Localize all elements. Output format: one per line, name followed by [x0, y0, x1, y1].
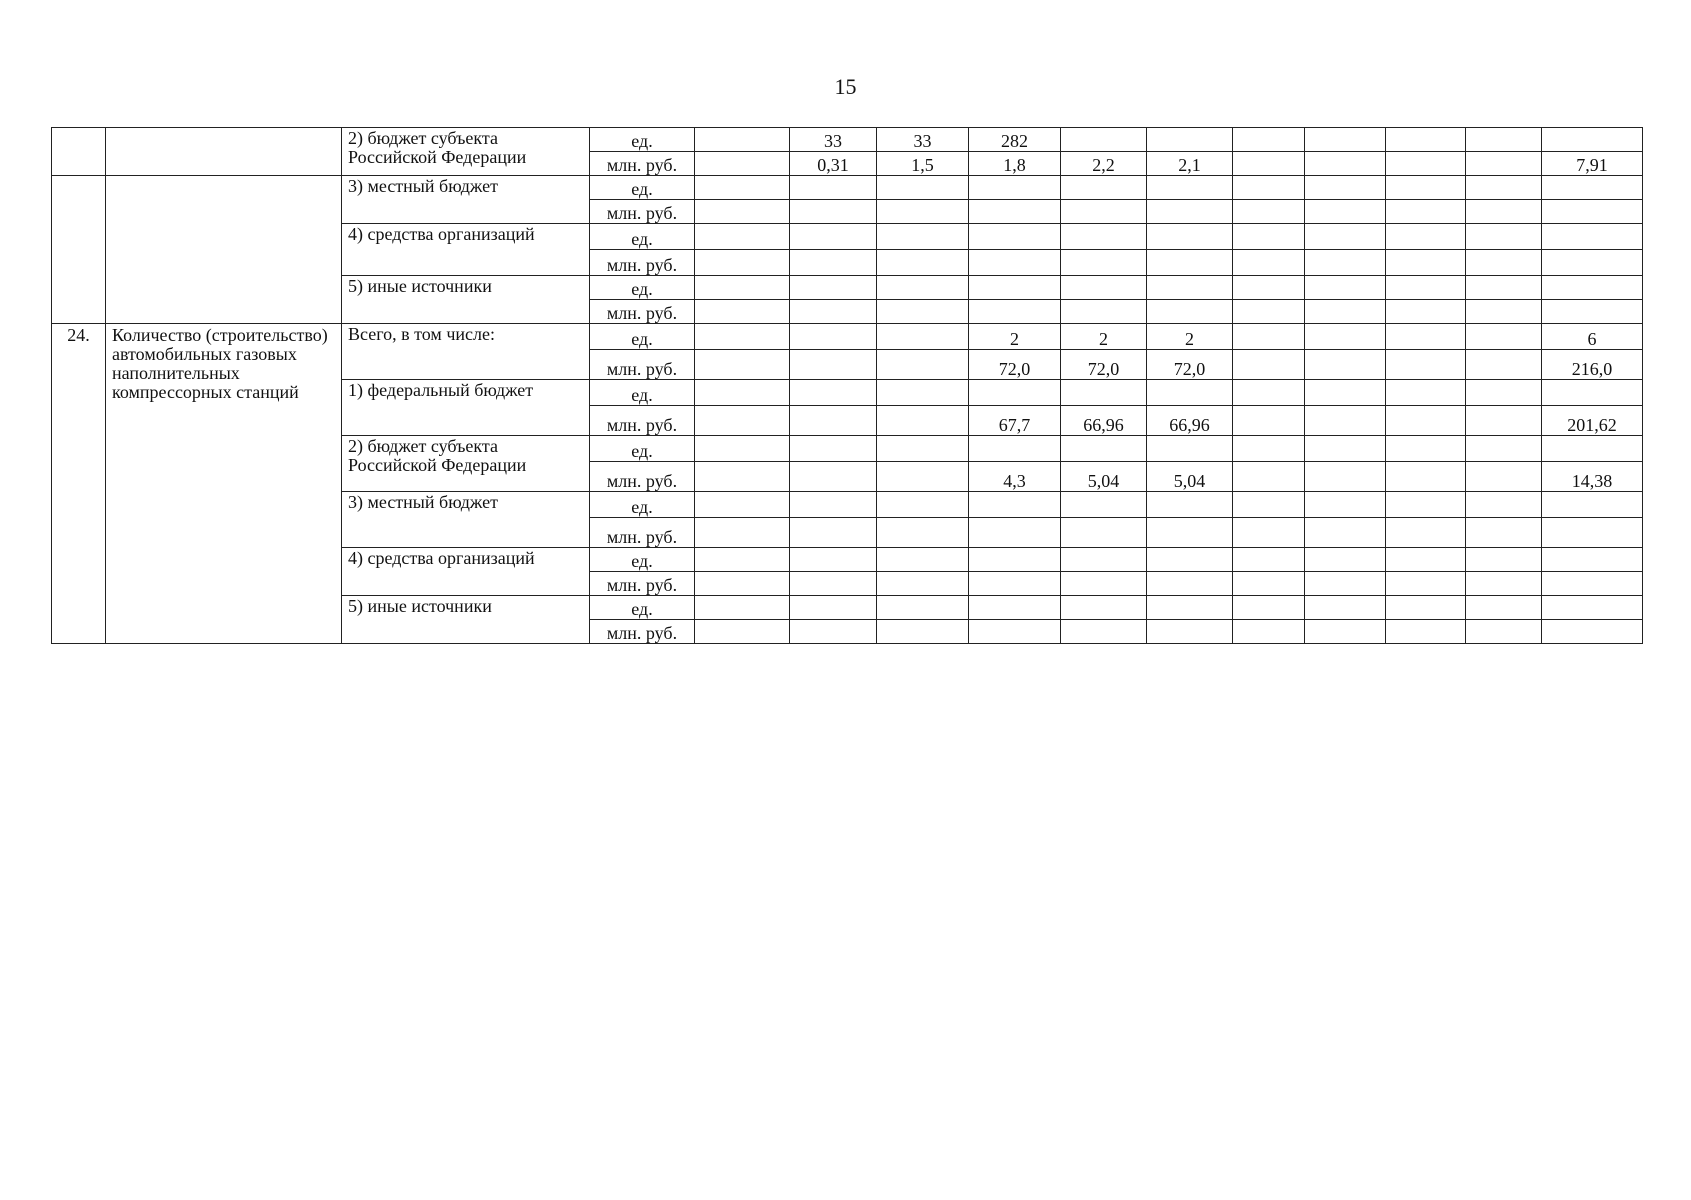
value-cell	[877, 250, 969, 276]
value-cell	[1147, 572, 1233, 596]
value-cell	[1542, 176, 1643, 200]
value-cell	[695, 350, 790, 380]
funding-source: Всего, в том числе:	[342, 324, 590, 380]
value-cell	[1305, 152, 1386, 176]
value-cell	[1466, 380, 1542, 406]
value-cell	[1542, 596, 1643, 620]
value-cell	[1542, 200, 1643, 224]
value-cell	[790, 300, 877, 324]
value-cell	[1386, 548, 1466, 572]
value-cell: 2,1	[1147, 152, 1233, 176]
value-cell	[1466, 596, 1542, 620]
value-cell	[1386, 572, 1466, 596]
value-cell	[1233, 128, 1305, 152]
value-cell	[790, 380, 877, 406]
value-cell	[1466, 462, 1542, 492]
value-cell	[1386, 596, 1466, 620]
funding-source: 2) бюджет субъекта Российской Федерации	[342, 128, 590, 176]
value-cell	[877, 276, 969, 300]
value-cell	[1305, 276, 1386, 300]
value-cell	[877, 380, 969, 406]
value-cell	[1305, 224, 1386, 250]
value-cell: 6	[1542, 324, 1643, 350]
value-cell	[969, 492, 1061, 518]
value-cell	[1386, 176, 1466, 200]
value-cell: 201,62	[1542, 406, 1643, 436]
value-cell: 72,0	[969, 350, 1061, 380]
unit-cell: млн. руб.	[590, 620, 695, 644]
value-cell	[1466, 436, 1542, 462]
value-cell	[695, 128, 790, 152]
value-cell	[1147, 250, 1233, 276]
value-cell	[1542, 548, 1643, 572]
funding-source: 3) местный бюджет	[342, 492, 590, 548]
value-cell	[969, 620, 1061, 644]
value-cell	[1466, 176, 1542, 200]
value-cell	[1147, 176, 1233, 200]
budget-table	[51, 127, 1643, 644]
value-cell	[695, 406, 790, 436]
value-cell	[1386, 620, 1466, 644]
value-cell	[1061, 300, 1147, 324]
value-cell	[1061, 436, 1147, 462]
value-cell	[1233, 176, 1305, 200]
value-cell	[695, 518, 790, 548]
value-cell	[1233, 518, 1305, 548]
value-cell: 72,0	[1147, 350, 1233, 380]
value-cell	[1305, 462, 1386, 492]
value-cell	[1233, 492, 1305, 518]
value-cell	[790, 276, 877, 300]
value-cell	[1542, 380, 1643, 406]
value-cell	[1386, 436, 1466, 462]
row-index: 24.	[52, 324, 106, 644]
value-cell	[1386, 350, 1466, 380]
value-cell	[877, 350, 969, 380]
value-cell	[790, 176, 877, 200]
value-cell	[1466, 492, 1542, 518]
value-cell	[969, 548, 1061, 572]
value-cell	[790, 620, 877, 644]
value-cell	[1147, 548, 1233, 572]
value-cell	[1305, 406, 1386, 436]
unit-cell: ед.	[590, 128, 695, 152]
value-cell: 7,91	[1542, 152, 1643, 176]
value-cell	[969, 572, 1061, 596]
value-cell	[1305, 350, 1386, 380]
value-cell	[1386, 152, 1466, 176]
value-cell	[1466, 224, 1542, 250]
unit-cell: ед.	[590, 224, 695, 250]
value-cell	[1147, 436, 1233, 462]
value-cell	[1386, 380, 1466, 406]
value-cell: 5,04	[1147, 462, 1233, 492]
value-cell	[1233, 596, 1305, 620]
value-cell	[1542, 224, 1643, 250]
value-cell	[1305, 620, 1386, 644]
value-cell: 5,04	[1061, 462, 1147, 492]
value-cell	[790, 492, 877, 518]
value-cell	[790, 406, 877, 436]
value-cell	[1305, 492, 1386, 518]
value-cell	[969, 436, 1061, 462]
unit-cell: млн. руб.	[590, 200, 695, 224]
value-cell	[695, 436, 790, 462]
value-cell	[790, 596, 877, 620]
value-cell	[695, 620, 790, 644]
unit-cell: млн. руб.	[590, 350, 695, 380]
value-cell	[1147, 380, 1233, 406]
value-cell	[1061, 250, 1147, 276]
value-cell	[1233, 436, 1305, 462]
value-cell	[790, 548, 877, 572]
unit-cell: ед.	[590, 596, 695, 620]
value-cell: 66,96	[1147, 406, 1233, 436]
value-cell: 67,7	[969, 406, 1061, 436]
value-cell	[1233, 224, 1305, 250]
value-cell	[877, 224, 969, 250]
value-cell	[1061, 176, 1147, 200]
value-cell	[1386, 324, 1466, 350]
unit-cell: ед.	[590, 324, 695, 350]
value-cell	[1542, 492, 1643, 518]
value-cell	[1233, 276, 1305, 300]
unit-cell: млн. руб.	[590, 572, 695, 596]
unit-cell: млн. руб.	[590, 406, 695, 436]
value-cell	[1061, 572, 1147, 596]
value-cell	[1233, 200, 1305, 224]
value-cell	[1061, 548, 1147, 572]
value-cell	[1305, 300, 1386, 324]
value-cell	[969, 518, 1061, 548]
value-cell	[695, 176, 790, 200]
value-cell	[1233, 406, 1305, 436]
value-cell	[969, 224, 1061, 250]
value-cell	[1147, 620, 1233, 644]
value-cell	[1147, 224, 1233, 250]
value-cell	[969, 380, 1061, 406]
value-cell	[1542, 276, 1643, 300]
value-cell	[1466, 200, 1542, 224]
value-cell	[1233, 548, 1305, 572]
value-cell	[1542, 572, 1643, 596]
value-cell	[877, 620, 969, 644]
value-cell	[877, 492, 969, 518]
funding-source: 1) федеральный бюджет	[342, 380, 590, 436]
value-cell	[1305, 436, 1386, 462]
value-cell: 216,0	[1542, 350, 1643, 380]
row-index	[52, 128, 106, 176]
value-cell	[1386, 250, 1466, 276]
value-cell: 2,2	[1061, 152, 1147, 176]
value-cell	[790, 224, 877, 250]
value-cell	[695, 152, 790, 176]
value-cell	[1147, 276, 1233, 300]
value-cell	[877, 436, 969, 462]
value-cell	[1233, 350, 1305, 380]
indicator-name	[106, 128, 342, 176]
value-cell	[1147, 128, 1233, 152]
value-cell	[1466, 350, 1542, 380]
funding-source: 4) средства организаций	[342, 548, 590, 596]
value-cell	[790, 350, 877, 380]
value-cell	[1466, 276, 1542, 300]
row-index	[52, 176, 106, 324]
value-cell	[695, 276, 790, 300]
value-cell	[1386, 276, 1466, 300]
value-cell	[695, 492, 790, 518]
value-cell	[1386, 300, 1466, 324]
value-cell	[969, 276, 1061, 300]
value-cell: 33	[877, 128, 969, 152]
value-cell	[1466, 250, 1542, 276]
value-cell	[695, 462, 790, 492]
value-cell	[877, 176, 969, 200]
funding-source: 5) иные источники	[342, 596, 590, 644]
value-cell	[1061, 224, 1147, 250]
value-cell	[790, 436, 877, 462]
value-cell: 1,5	[877, 152, 969, 176]
value-cell	[695, 596, 790, 620]
value-cell	[1233, 152, 1305, 176]
unit-cell: ед.	[590, 436, 695, 462]
value-cell: 33	[790, 128, 877, 152]
value-cell: 72,0	[1061, 350, 1147, 380]
unit-cell: млн. руб.	[590, 300, 695, 324]
funding-source: 4) средства организаций	[342, 224, 590, 276]
indicator-name	[106, 176, 342, 324]
unit-cell: млн. руб.	[590, 462, 695, 492]
value-cell	[1466, 548, 1542, 572]
value-cell	[1147, 200, 1233, 224]
value-cell	[1386, 406, 1466, 436]
value-cell	[1147, 596, 1233, 620]
value-cell	[790, 250, 877, 276]
value-cell	[1147, 300, 1233, 324]
value-cell	[969, 176, 1061, 200]
value-cell	[1233, 462, 1305, 492]
unit-cell: ед.	[590, 276, 695, 300]
value-cell	[877, 596, 969, 620]
value-cell	[1466, 128, 1542, 152]
value-cell	[790, 200, 877, 224]
unit-cell: млн. руб.	[590, 518, 695, 548]
value-cell	[877, 300, 969, 324]
value-cell	[1061, 380, 1147, 406]
value-cell	[1233, 324, 1305, 350]
value-cell	[969, 596, 1061, 620]
value-cell	[969, 200, 1061, 224]
value-cell	[1305, 250, 1386, 276]
value-cell	[1386, 462, 1466, 492]
funding-source: 2) бюджет субъекта Российской Федерации	[342, 436, 590, 492]
value-cell	[790, 324, 877, 350]
table-row	[52, 176, 1643, 200]
value-cell	[1386, 518, 1466, 548]
value-cell	[969, 300, 1061, 324]
value-cell	[1542, 620, 1643, 644]
value-cell	[1061, 276, 1147, 300]
table-row	[52, 128, 1643, 152]
value-cell	[877, 406, 969, 436]
value-cell	[1305, 572, 1386, 596]
value-cell	[1466, 620, 1542, 644]
value-cell: 66,96	[1061, 406, 1147, 436]
value-cell: 2	[1061, 324, 1147, 350]
value-cell	[1061, 200, 1147, 224]
value-cell	[877, 200, 969, 224]
value-cell: 282	[969, 128, 1061, 152]
value-cell	[1466, 300, 1542, 324]
unit-cell: ед.	[590, 380, 695, 406]
value-cell	[695, 380, 790, 406]
value-cell	[1305, 518, 1386, 548]
value-cell	[1233, 250, 1305, 276]
table-row	[52, 324, 1643, 350]
value-cell	[790, 518, 877, 548]
value-cell	[1386, 200, 1466, 224]
value-cell	[1233, 300, 1305, 324]
value-cell	[1305, 128, 1386, 152]
unit-cell: ед.	[590, 492, 695, 518]
value-cell	[1386, 492, 1466, 518]
value-cell	[1061, 492, 1147, 518]
value-cell	[877, 462, 969, 492]
value-cell	[695, 572, 790, 596]
value-cell	[790, 572, 877, 596]
value-cell	[1305, 176, 1386, 200]
value-cell	[1305, 596, 1386, 620]
funding-source: 5) иные источники	[342, 276, 590, 324]
value-cell	[695, 200, 790, 224]
value-cell	[1542, 518, 1643, 548]
value-cell	[1466, 518, 1542, 548]
value-cell: 2	[1147, 324, 1233, 350]
unit-cell: ед.	[590, 548, 695, 572]
value-cell	[695, 548, 790, 572]
value-cell: 0,31	[790, 152, 877, 176]
value-cell	[1542, 436, 1643, 462]
value-cell	[1305, 380, 1386, 406]
unit-cell: млн. руб.	[590, 152, 695, 176]
value-cell	[1147, 518, 1233, 548]
table-body	[52, 128, 1643, 644]
value-cell	[1542, 128, 1643, 152]
unit-cell: млн. руб.	[590, 250, 695, 276]
value-cell	[790, 462, 877, 492]
value-cell	[877, 548, 969, 572]
value-cell	[1542, 300, 1643, 324]
value-cell	[1233, 620, 1305, 644]
value-cell	[1466, 406, 1542, 436]
value-cell	[1147, 492, 1233, 518]
indicator-name: Количество (строительство) автомобильных газовых наполнительных компрессорных станций	[106, 324, 342, 644]
funding-source: 3) местный бюджет	[342, 176, 590, 224]
value-cell	[1542, 250, 1643, 276]
value-cell	[877, 572, 969, 596]
value-cell	[695, 250, 790, 276]
value-cell	[877, 518, 969, 548]
value-cell	[1233, 572, 1305, 596]
unit-cell: ед.	[590, 176, 695, 200]
value-cell: 1,8	[969, 152, 1061, 176]
value-cell	[1386, 224, 1466, 250]
value-cell	[1233, 380, 1305, 406]
value-cell	[1466, 324, 1542, 350]
value-cell	[969, 250, 1061, 276]
value-cell	[1061, 620, 1147, 644]
value-cell	[1466, 152, 1542, 176]
value-cell	[695, 324, 790, 350]
value-cell	[695, 300, 790, 324]
value-cell: 2	[969, 324, 1061, 350]
value-cell	[1061, 596, 1147, 620]
value-cell	[1305, 548, 1386, 572]
value-cell	[1061, 128, 1147, 152]
value-cell	[877, 324, 969, 350]
value-cell	[1386, 128, 1466, 152]
value-cell	[1305, 200, 1386, 224]
value-cell: 4,3	[969, 462, 1061, 492]
value-cell	[1466, 572, 1542, 596]
page-number: 15	[834, 74, 857, 99]
value-cell: 14,38	[1542, 462, 1643, 492]
value-cell	[695, 224, 790, 250]
value-cell	[1305, 324, 1386, 350]
value-cell	[1061, 518, 1147, 548]
